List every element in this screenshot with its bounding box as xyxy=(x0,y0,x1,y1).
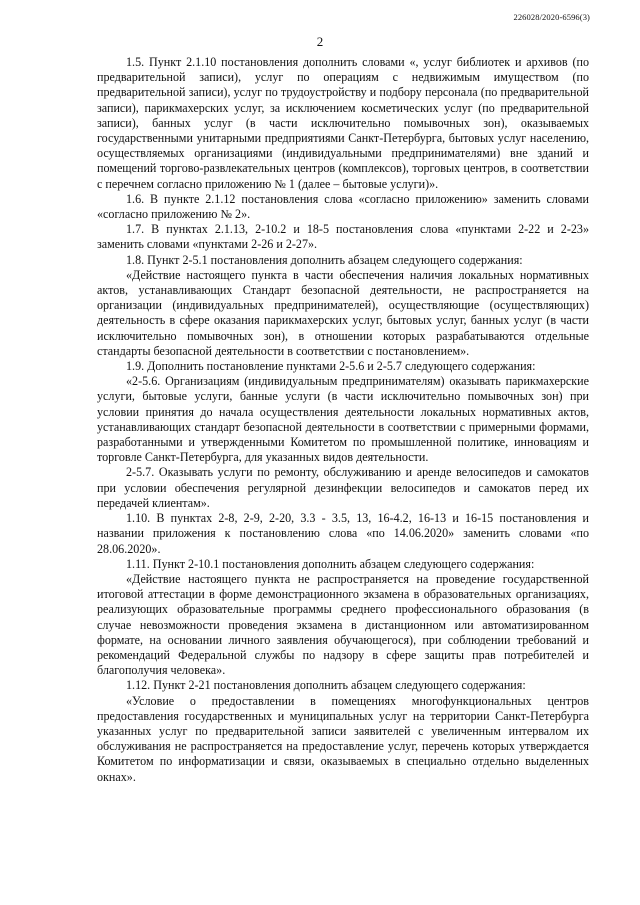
paragraph-1-10: 1.10. В пунктах 2-8, 2-9, 2-20, 3.3 - 3.5, 13, 16-4.2, 16-13 и 16-15 постановления и названии приложения к постановлению слова «по 14.06.2020» заменить словами «по 28.06.2020». xyxy=(97,511,589,556)
paragraph-1-8-quote: «Действие настоящего пункта в части обеспечения наличия локальных нормативных актов, устанавливающих Стандарт безопасной деятельности, не распространяется на организации (индивидуальных предпринимателей), осуществляющие (осуществляющих) деятельность в сфере оказания парикмахерских услуг, бытовых услуг, банных услуг (в части исключительно помывочных зон), в отношении которых разрабатываются отдельные стандарты безопасной деятельности в соответствии с постановлением». xyxy=(97,267,589,358)
paragraph-1-9: 1.9. Дополнить постановление пунктами 2-5.6 и 2-5.7 следующего содержания: xyxy=(126,359,536,374)
paragraph-2-5-7: 2-5.7. Оказывать услуги по ремонту, обслуживанию и аренде велосипедов и самокатов при условии обеспечения регулярной дезинфекции велосипедов и самокатов перед их передачей клиентам». xyxy=(97,465,589,510)
document-body xyxy=(97,55,589,785)
paragraph-1-11-quote: «Действие настоящего пункта не распространяется на проведение государственной итоговой аттестации в форме демонстрационного экзамена в образовательных организациях, реализующих образовательные программы среднего профессионального образования (в случае невозможности проведения экзамена в дистанционном или автоматизированном формате, на основании личного заявления обучающегося), при соблюдении требований и рекомендаций Федеральной службы по надзору в сфере защиты прав потребителей и благополучия человека». xyxy=(97,571,589,678)
paragraph-1-8: 1.8. Пункт 2-5.1 постановления дополнить абзацем следующего содержания: xyxy=(126,252,523,267)
document-registration-number: 226028/2020-6596(3) xyxy=(513,12,590,22)
paragraph-1-6: 1.6. В пункте 2.1.12 постановления слова «согласно приложению» заменить словами «согласно приложению № 2». xyxy=(97,191,589,222)
page-number: 2 xyxy=(316,34,324,49)
paragraph-1-12-quote: «Условие о предоставлении в помещениях многофункциональных центров предоставления государственных и муниципальных услуг на территории Санкт-Петербурга указанных услуг по предварительной записи заявителей с увеличенным интервалом их обслуживания не распространяется на предоставление услуг, перечень которых утверждается Комитетом по информатизации и связи, оказываемых в специально отдельно выделенных окнах». xyxy=(97,693,589,784)
paragraph-2-5-6: «2-5.6. Организациям (индивидуальным предпринимателям) оказывать парикмахерские услуги, бытовые услуги, банные услуги (в части исключительно помывочных зон) при условии принятия до начала осуществления деятельности локальных нормативных актов, устанавливающих стандарт безопасной деятельности в соответствии с примерными формами, разработанными и утвержденными Комитетом по промышленной политике, инновациям и торговле Санкт-Петербурга, для указанных видов деятельности. xyxy=(97,374,589,465)
paragraph-1-11: 1.11. Пункт 2-10.1 постановления дополнить абзацем следующего содержания: xyxy=(126,556,535,571)
paragraph-1-12: 1.12. Пункт 2-21 постановления дополнить абзацем следующего содержания: xyxy=(126,678,526,693)
paragraph-1-5: 1.5. Пункт 2.1.10 постановления дополнить словами «, услуг библиотек и архивов (по предварительной записи), услуг по операциям с недвижимым имуществом (по предварительной записи), услуг по трудоустройству и подбору персонала (по предварительной записи), парикмахерских услуг, за исключением косметических услуг (по предварительной записи), банных услуг (в части исключительно помывочных зон), оказываемых государственными унитарными предприятиями Санкт-Петербурга, бытовых услуг населению, осуществляемых организациями (индивидуальными предпринимателями) вне зданий и помещений торгово-развлекательных центров (комплексов), торговых центров, в соответствии с перечнем согласно приложению № 1 (далее – бытовые услуги)». xyxy=(97,55,589,191)
paragraph-1-7: 1.7. В пунктах 2.1.13, 2-10.2 и 18-5 постановления слова «пунктами 2-22 и 2-23» заменить словами «пунктами 2-26 и 2-27». xyxy=(97,222,589,252)
